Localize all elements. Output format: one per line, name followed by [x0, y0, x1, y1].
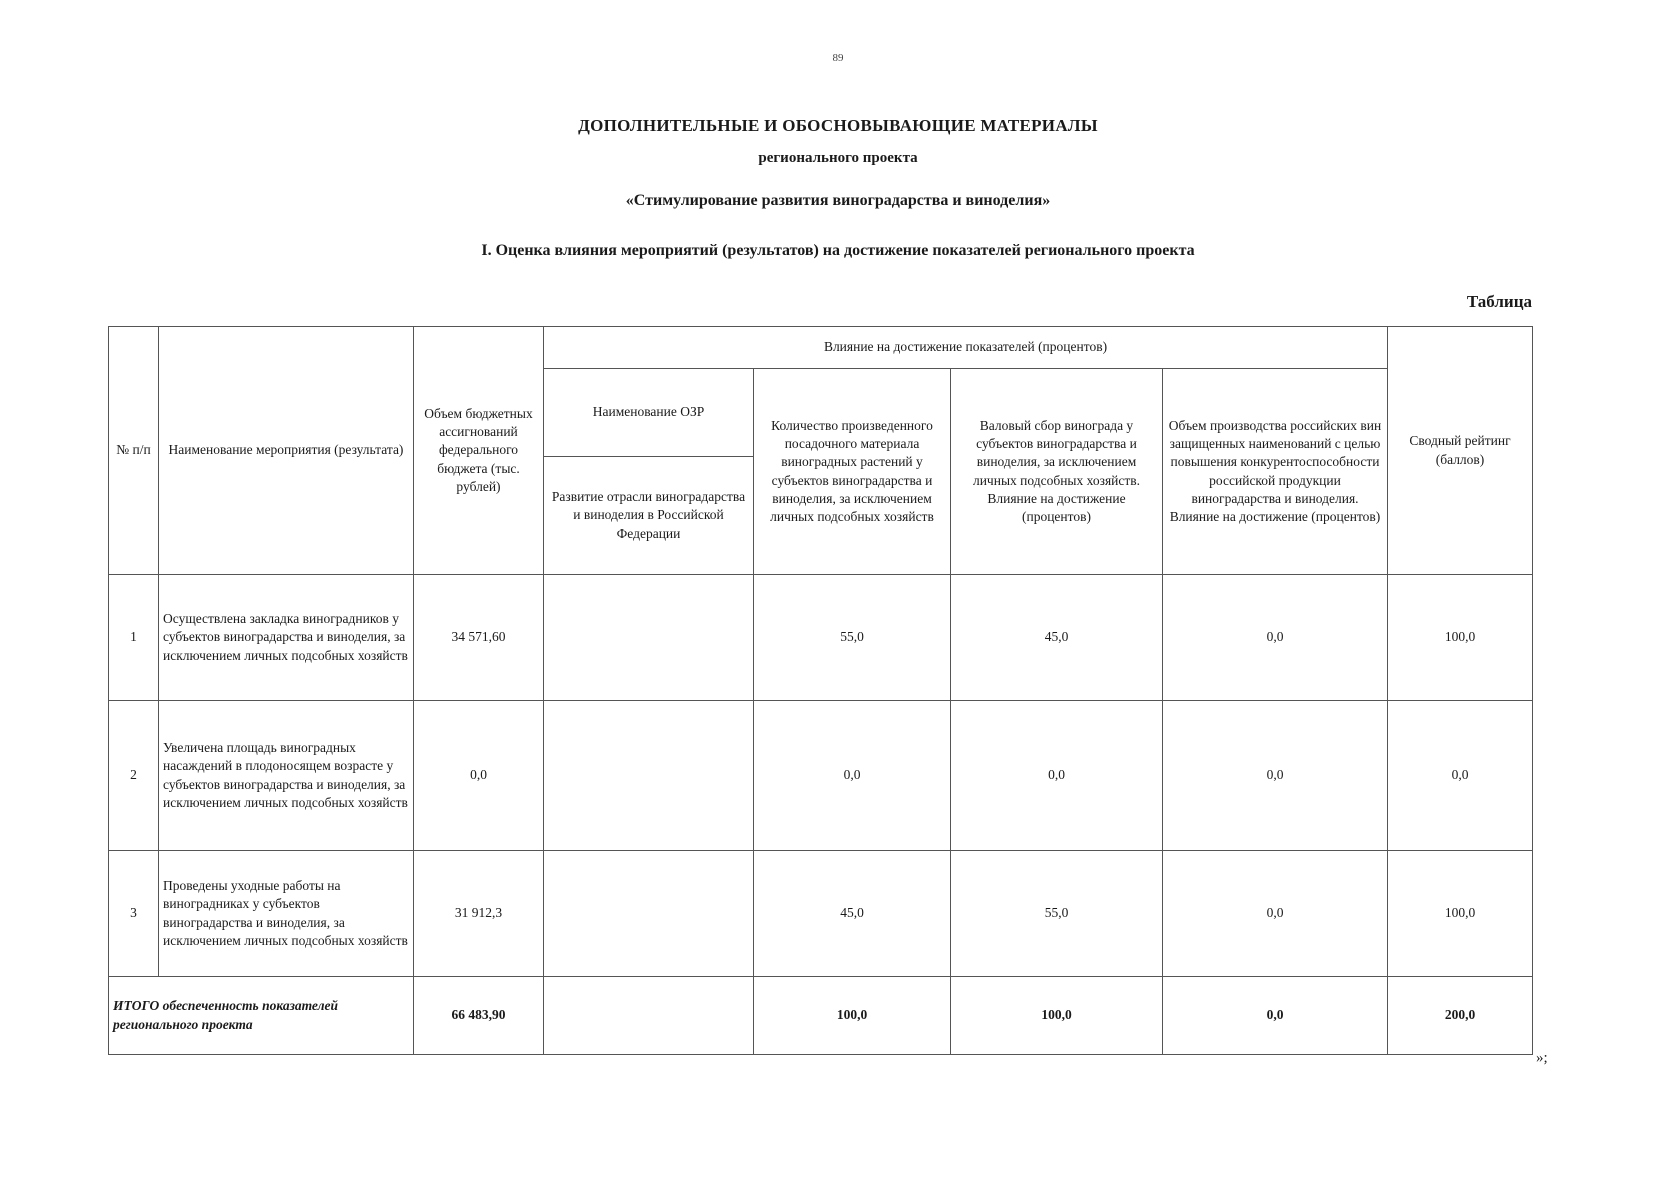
project-name: «Стимулирование развития виноградарства и виноделия»: [625, 192, 1051, 209]
page-number: 89: [832, 52, 844, 64]
section-title: I. Оценка влияния мероприятий (результатов) на достижение показателей регионального проекта: [481, 242, 1195, 259]
row-indicator-2: 45,0: [951, 575, 1163, 701]
header-name: Наименование мероприятия (результата): [159, 327, 414, 575]
row-indicator-3: 0,0: [1163, 575, 1388, 701]
row-indicator-1: 45,0: [754, 851, 951, 977]
header-row-1: [109, 327, 1533, 369]
total-indicator-3: 0,0: [1163, 977, 1388, 1055]
header-indicator-1: Количество произведенного посадочного материала виноградных растений у субъектов виноградарства и виноделия, за исключением личных подсобных хозяйств: [754, 369, 951, 575]
total-indicator-2: 100,0: [951, 977, 1163, 1055]
row-number: 3: [109, 851, 159, 977]
row-ozr: [544, 575, 754, 701]
row-ozr: [544, 851, 754, 977]
total-indicator-1: 100,0: [754, 977, 951, 1055]
row-number: 1: [109, 575, 159, 701]
row-indicator-1: 0,0: [754, 701, 951, 851]
row-indicator-3: 0,0: [1163, 701, 1388, 851]
row-number: 2: [109, 701, 159, 851]
table-row: [109, 851, 1533, 977]
header-ozr: Наименование ОЗР: [544, 369, 754, 457]
table-row: [109, 575, 1533, 701]
document-title: ДОПОЛНИТЕЛЬНЫЕ И ОБОСНОВЫВАЮЩИЕ МАТЕРИАЛЫ: [578, 116, 1098, 135]
row-budget: 34 571,60: [414, 575, 544, 701]
header-indicator-2: Валовый сбор винограда у субъектов виноградарства и виноделия, за исключением личных подсобных хозяйств. Влияние на достижение (процентов): [951, 369, 1163, 575]
row-indicator-2: 0,0: [951, 701, 1163, 851]
header-rating: Сводный рейтинг (баллов): [1388, 327, 1533, 575]
header-budget: Объем бюджетных ассигнований федерального бюджета (тыс. рублей): [414, 327, 544, 575]
row-indicator-3: 0,0: [1163, 851, 1388, 977]
total-label: ИТОГО обеспеченность показателей регионального проекта: [109, 977, 414, 1055]
row-indicator-1: 55,0: [754, 575, 951, 701]
row-rating: 100,0: [1388, 851, 1533, 977]
total-row: [109, 977, 1533, 1055]
total-ozr: [544, 977, 754, 1055]
header-ozr-value: Развитие отрасли виноградарства и виноделия в Российской Федерации: [544, 457, 754, 575]
total-budget: 66 483,90: [414, 977, 544, 1055]
row-activity-name: Проведены уходные работы на виноградниках у субъектов виноградарства и виноделия, за исключением личных подсобных хозяйств: [159, 851, 414, 977]
total-rating: 200,0: [1388, 977, 1533, 1055]
row-budget: 31 912,3: [414, 851, 544, 977]
influence-table: [108, 326, 1533, 1055]
row-activity-name: Увеличена площадь виноградных насаждений в плодоносящем возрасте у субъектов виноградарства и виноделия, за исключением личных подсобных хозяйств: [159, 701, 414, 851]
table-row: [109, 701, 1533, 851]
header-indicator-3: Объем производства российских вин защищенных наименований с целью повышения конкурентоспособности российской продукции виноградарства и виноделия. Влияние на достижение (процентов): [1163, 369, 1388, 575]
row-budget: 0,0: [414, 701, 544, 851]
row-activity-name: Осуществлена закладка виноградников у субъектов виноградарства и виноделия, за исключением личных подсобных хозяйств: [159, 575, 414, 701]
row-rating: 0,0: [1388, 701, 1533, 851]
closing-quote-mark: »;: [1536, 1050, 1548, 1066]
row-indicator-2: 55,0: [951, 851, 1163, 977]
row-ozr: [544, 701, 754, 851]
document-subtitle: регионального проекта: [758, 150, 918, 166]
header-num: № п/п: [109, 327, 159, 575]
row-rating: 100,0: [1388, 575, 1533, 701]
header-influence: Влияние на достижение показателей (процентов): [544, 327, 1388, 369]
table-caption: Таблица: [1466, 292, 1532, 311]
